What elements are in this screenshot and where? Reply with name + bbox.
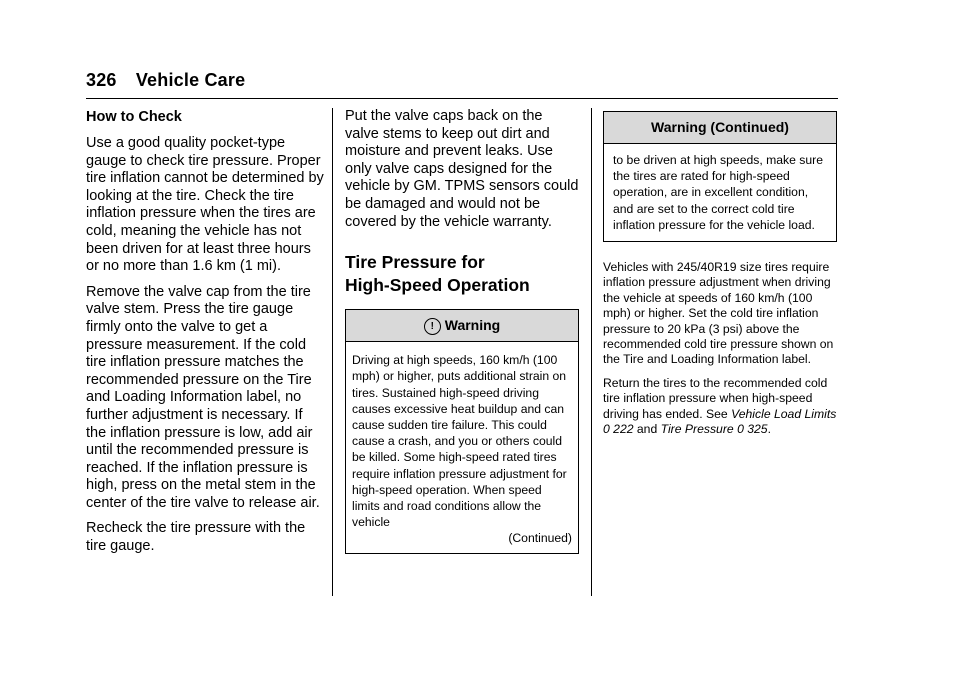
warning-title-bar — [346, 310, 578, 342]
cross-reference-link[interactable]: Vehicle Load Limits — [731, 406, 837, 421]
warning-box-continued — [603, 111, 837, 242]
paragraph-text: Return the tires to the recommended cold tire inflation pressure when high-speed driving has ended. See — [603, 375, 828, 421]
conjunction: and — [636, 422, 658, 437]
section-heading — [345, 251, 579, 297]
warning-title-bar — [604, 112, 836, 144]
column-right — [603, 111, 839, 445]
paragraph: Remove the valve cap from the tire valve stem. Press the tire gauge firmly onto the valve to get a pressure measurement. If the cold tire inflation pressure matches the recommended pressure on the Tire and Loading Information label, no further adjustment is necessary. If the inflation pressure is low, add air until the recommended pressure is reached. If the inflation pressure is high, press on the metal stem in the center of the tire valve to release air. — [86, 283, 320, 511]
page-reference[interactable]: 0 325 — [737, 422, 768, 437]
warning-title: Warning (Continued) — [651, 119, 789, 135]
column-left — [86, 108, 324, 564]
column-middle — [345, 108, 579, 554]
continued-label: (Continued) — [508, 531, 572, 546]
warning-body — [346, 342, 578, 552]
section-heading-line: High-Speed Operation — [345, 275, 530, 296]
paragraph — [603, 376, 839, 438]
column-divider — [332, 108, 333, 596]
cross-reference-link[interactable]: Tire Pressure — [660, 422, 734, 437]
header-divider — [86, 98, 838, 99]
page-reference[interactable]: 0 222 — [603, 422, 634, 437]
section-heading-line: Tire Pressure for — [345, 252, 485, 273]
period: . — [767, 422, 771, 437]
paragraph: Put the valve caps back on the valve stems to keep out dirt and moisture and prevent leaks. Use only valve caps designed for the vehicle by GM. TPMS sensors could be damaged and would not be covered by the vehicle warranty. — [345, 108, 579, 230]
page-number: 326 — [86, 70, 117, 90]
paragraph: Use a good quality pocket-type gauge to check tire pressure. Proper tire inflation cannot be determined by looking at the tire. Check the tire inflation pressure when the tires are cold, meaning the vehicle has not been driven for at least three hours or no more than 1.6 km (1 mi). — [86, 135, 324, 275]
how-to-check-heading: How to Check — [86, 109, 182, 125]
warning-body — [604, 144, 836, 241]
warning-box — [345, 309, 579, 553]
warning-text: Driving at high speeds, 160 km/h (100 mph) or higher, puts additional strain on tires. Sustained high-speed driving causes excessive heat buildup and can cause sudden tire failure. This could cause a crash, and you or others could be killed. Some high-speed rated tires require inflation pressure adjustment for high-speed operation. When speed limits and road conditions allow the vehicle — [352, 353, 567, 530]
warning-icon: ! — [424, 318, 441, 335]
paragraph: Vehicles with 245/40R19 size tires require inflation pressure adjustment when driving the vehicle at speeds of 160 km/h (100 mph) or higher. Set the cold tire inflation pressure to 20 kPa (3 psi) above the recommended cold tire pressure shown on the Tire and Loading Information label. — [603, 260, 834, 367]
column-divider — [591, 108, 592, 596]
paragraph: Recheck the tire pressure with the tire gauge. — [86, 520, 306, 555]
warning-text: to be driven at high speeds, make sure the tires are rated for high-speed operation, are in excellent condition, and are set to the correct cold tire inflation pressure for the vehicle load. — [613, 153, 824, 232]
page-title: Vehicle Care — [135, 70, 246, 90]
warning-title: Warning — [444, 317, 501, 334]
page-header — [86, 70, 245, 91]
